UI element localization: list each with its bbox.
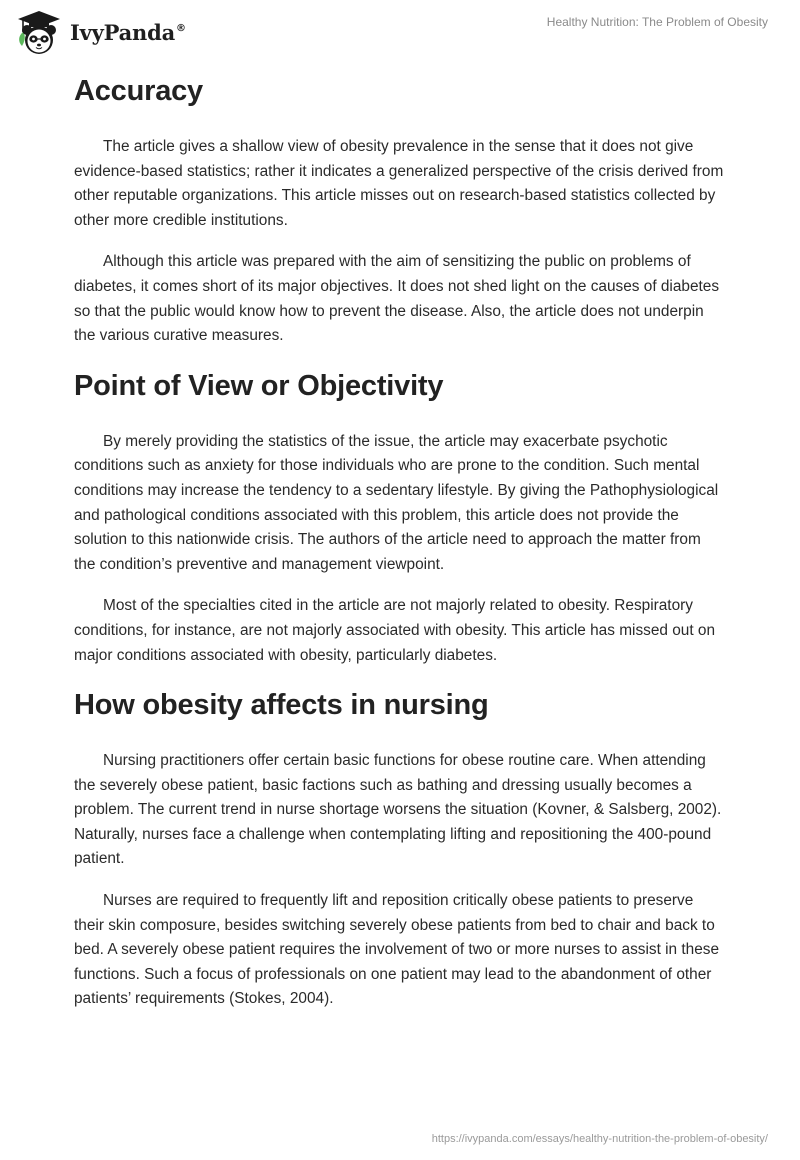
registered-mark: ® — [176, 22, 186, 34]
ivypanda-logo[interactable] — [14, 8, 186, 58]
paragraph: Although this article was prepared with the aim of sensitizing the public on problems of diabetes, it comes short of its major objectives. It does not shed light on the causes of diabetes so that the public would know how to prevent the disease. Also, the article does not underpin the various curative measures. — [74, 253, 720, 345]
paragraph: Nursing practitioners offer certain basic functions for obese routine care. When attending the severely obese patient, basic factions such as bathing and dressing usually becomes a problem. The current trend in nurse shortage worsens the situation (Kovner, & Salsberg, 2002). Naturally, nurses face a challenge when contemplating lifting and repositioning the 400-pound patient. — [74, 752, 722, 868]
paragraph: Most of the specialties cited in the article are not majorly related to obesity. Respiratory conditions, for instance, are not majorly associated with obesity. This article has missed out on major conditions associated with obesity, particularly diabetes. — [74, 597, 716, 664]
running-title: Healthy Nutrition: The Problem of Obesity — [546, 15, 768, 29]
essay-content — [74, 70, 726, 1012]
paragraph: The article gives a shallow view of obesity prevalence in the sense that it does not give evidence-based statistics; rather it indicates a generalized perspective of the crisis derived from other reputable organizations. This article misses out on research-based statistics collected by other more credible institutions. — [74, 138, 724, 229]
section-heading-accuracy: Accuracy — [74, 75, 203, 107]
section-heading-nursing: How obesity affects in nursing — [74, 689, 489, 722]
source-url[interactable]: https://ivypanda.com/essays/healthy-nutrition-the-problem-of-obesity/ — [431, 1133, 768, 1145]
paragraph: By merely providing the statistics of the issue, the article may exacerbate psychotic conditions such as anxiety for those individuals who are prone to the condition. Such mental conditions may increase the tendency to a sedentary lifestyle. By giving the Pathophysiological and pathological conditions associated with this problem, this article does not provide the solution to this nationwide crisis. The authors of the article need to approach the matter from the condition’s preventive and management viewpoint. — [74, 432, 719, 573]
section-heading-point-of-view: Point of View or Objectivity — [74, 369, 444, 402]
panda-graduate-icon — [14, 8, 64, 58]
logo-text: IvyPanda® — [70, 19, 186, 45]
paragraph: Nurses are required to frequently lift and reposition critically obese patients to preserve their skin composure, besides switching severely obese patients from bed to chair and back to bed. A severely obese patient requires the involvement of two or more nurses to assist in these functions. Such a focus of professionals on one patient may lead to the abandonment of other patients’ requirements (Stokes, 2004). — [74, 892, 720, 1008]
page-header — [0, 0, 800, 62]
